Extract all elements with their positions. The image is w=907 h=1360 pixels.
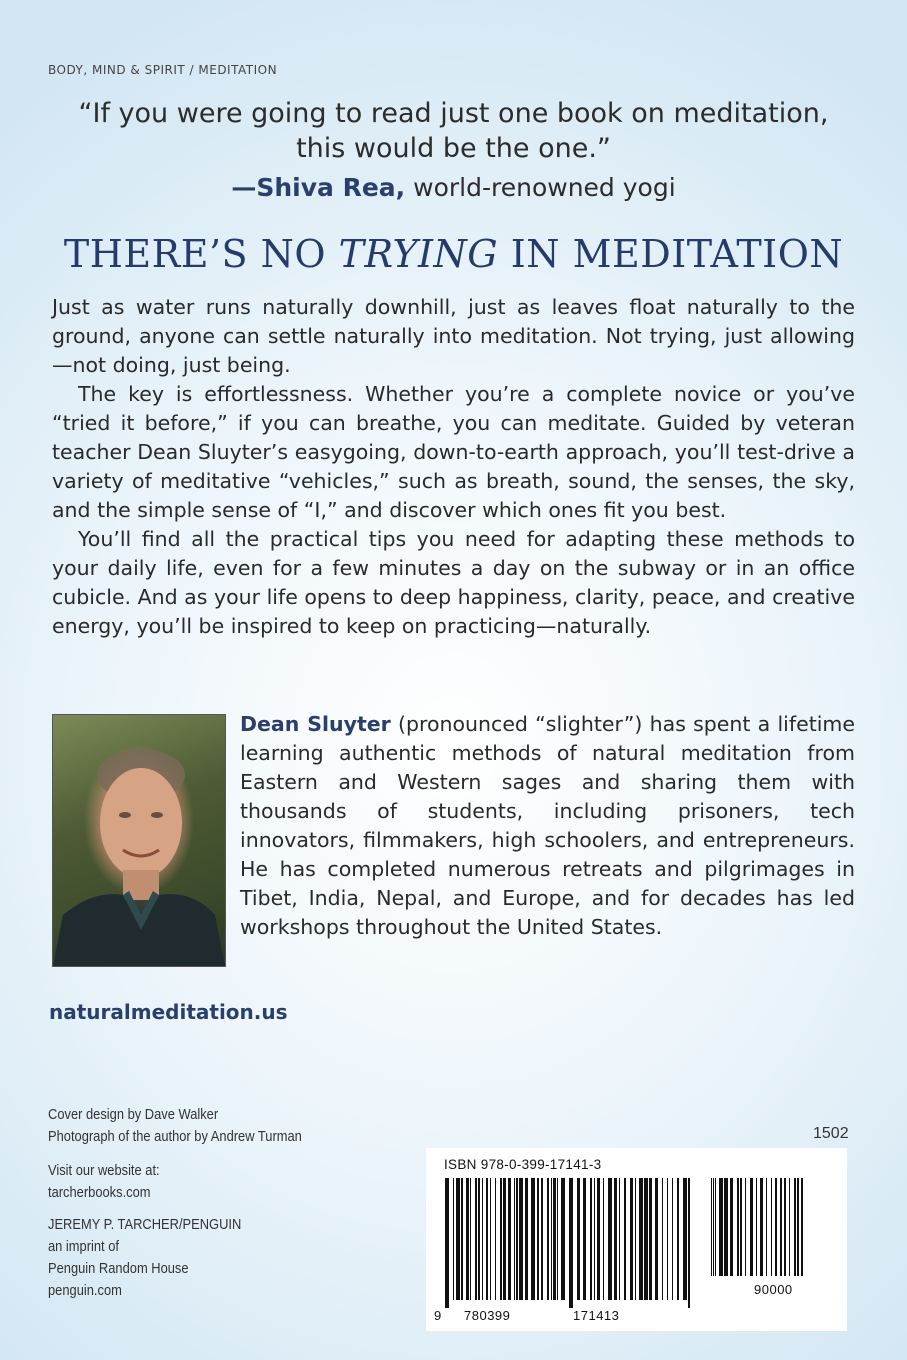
- barcode-bar: [525, 1178, 528, 1300]
- barcode-bar: [688, 1178, 690, 1308]
- barcode-bar: [614, 1178, 617, 1300]
- publisher-credits: [48, 1214, 241, 1302]
- barcode-bar: [561, 1178, 565, 1300]
- barcode-bar: [500, 1178, 502, 1300]
- barcode-bar: [608, 1178, 612, 1300]
- barcode-bar: [466, 1178, 469, 1300]
- barcode-bar: [547, 1178, 549, 1300]
- publisher-website[interactable]: tarcherbooks.com: [48, 1184, 151, 1201]
- blurb-attribution: [60, 172, 847, 204]
- barcode-digits-right: 171413: [573, 1308, 620, 1323]
- barcode-digits-left: 780399: [464, 1308, 511, 1323]
- barcode-bar: [766, 1178, 767, 1276]
- barcode-bar: [503, 1178, 506, 1300]
- barcode-bar: [724, 1178, 728, 1276]
- barcode-bar: [771, 1178, 772, 1276]
- barcode-bar: [644, 1178, 648, 1300]
- headline-after: IN MEDITATION: [498, 232, 844, 276]
- barcode-bar: [569, 1178, 573, 1308]
- barcode-bar: [683, 1178, 687, 1300]
- imprint-label: an imprint of: [48, 1238, 119, 1255]
- parent-publisher: Penguin Random House: [48, 1260, 189, 1277]
- barcode-bar: [639, 1178, 643, 1300]
- barcode-bar: [719, 1178, 723, 1276]
- barcode-bar: [677, 1178, 679, 1300]
- barcode-bar: [482, 1178, 483, 1300]
- author-bio-text: (pronounced “slighter”) has spent a lifetime learning authentic methods of natural meditation from Eastern and Western sages and sharing them with thousands of students, including prisoners, tech innovators, filmmakers, high schoolers, and entrepreneurs. He has completed numerous retreats and pilgrimages in Tibet, India, Nepal, and Europe, and for decades has led workshops throughout the United States.: [240, 712, 856, 939]
- barcode-bar: [445, 1178, 449, 1308]
- barcode-bar: [537, 1178, 539, 1300]
- website-credits: [48, 1160, 160, 1204]
- barcode-bar: [662, 1178, 663, 1300]
- barcode-bar: [495, 1178, 496, 1300]
- barcode-bar: [672, 1178, 673, 1300]
- blurb-quote: “If you were going to read just one book on meditation, this would be the one.”: [78, 98, 829, 164]
- barcode-bar: [797, 1178, 799, 1276]
- barcode-bar: [775, 1178, 777, 1276]
- barcode-bar: [667, 1178, 668, 1300]
- cover-design-credit: Cover design by Dave Walker: [48, 1106, 219, 1123]
- barcode-addon-digits: 90000: [754, 1282, 793, 1297]
- price-addon-barcode: [711, 1178, 806, 1278]
- barcode-bar: [784, 1178, 786, 1276]
- barcode-bar: [508, 1178, 511, 1300]
- barcode-bar: [619, 1178, 620, 1300]
- barcode-bar: [461, 1178, 463, 1300]
- attribution-title: world-renowned yogi: [405, 173, 676, 202]
- barcode-bar: [730, 1178, 733, 1276]
- headline-before: THERE’S NO: [63, 232, 339, 276]
- barcode-bar: [470, 1178, 471, 1300]
- barcode-bar: [630, 1178, 633, 1300]
- isbn-barcode: [445, 1178, 695, 1308]
- photo-credit: Photograph of the author by Andrew Turman: [48, 1128, 302, 1145]
- barcode-bar: [789, 1178, 790, 1276]
- author-photo: [52, 714, 226, 967]
- barcode-bar: [456, 1178, 460, 1300]
- publisher-name: JEREMY P. TARCHER/PENGUIN: [48, 1216, 242, 1233]
- attribution-name: —Shiva Rea,: [231, 173, 406, 202]
- barcode-bar: [557, 1178, 558, 1300]
- barcode-bar: [551, 1178, 552, 1300]
- barcode-bar: [514, 1178, 515, 1300]
- barcode-bar: [475, 1178, 477, 1300]
- barcode-bar: [553, 1178, 556, 1300]
- author-bio: [240, 710, 855, 942]
- barcode-bar: [478, 1178, 480, 1300]
- barcode-bar: [713, 1178, 714, 1276]
- author-portrait-illustration: [53, 715, 225, 966]
- barcode-bar: [740, 1178, 742, 1276]
- description: [52, 293, 855, 641]
- barcode-bar: [541, 1178, 543, 1300]
- barcode-bar: [635, 1178, 636, 1300]
- description-paragraph: You’ll find all the practical tips you need for adapting these methods to your daily life, even for a few minutes a day on the subway or in an office cubicle. And as your life opens to deep happiness, clarity, peace, and creative energy, you’ll be inspired to keep on practicing—naturally.: [52, 527, 855, 638]
- barcode-bar: [750, 1178, 753, 1276]
- barcode-bar: [760, 1178, 763, 1276]
- description-paragraph: The key is effortlessness. Whether you’re a complete novice or you’ve “tried it before,” if you can breathe, you can meditate. Guided by veteran teacher Dean Sluyter’s easygoing, down-to-earth approach, you’ll test-drive a variety of meditative “vehicles,” such as breath, sound, the senses, the sky, and the simple sense of “I,” and discover which ones fit you best.: [52, 382, 855, 522]
- barcode-bar: [486, 1178, 488, 1300]
- barcode-bar: [490, 1178, 491, 1300]
- barcode-bar: [597, 1178, 600, 1300]
- author-website[interactable]: naturalmeditation.us: [49, 1000, 288, 1024]
- barcode-bar: [590, 1178, 592, 1300]
- barcode-bar: [794, 1178, 796, 1276]
- barcode-bar: [624, 1178, 626, 1300]
- headline-emphasis: TRYING: [338, 232, 499, 276]
- barcode-bar: [516, 1178, 518, 1300]
- barcode-bar: [649, 1178, 652, 1300]
- barcode-bar: [737, 1178, 739, 1276]
- barcode-bar: [745, 1178, 746, 1276]
- barcode-bar: [583, 1178, 586, 1300]
- barcode-digit-first: 9: [434, 1308, 442, 1323]
- isbn-label: ISBN 978-0-399-17141-3: [444, 1157, 602, 1172]
- headline: [30, 228, 877, 280]
- category-label: BODY, MIND & SPIRIT / MEDITATION: [48, 63, 278, 77]
- barcode-bar: [453, 1178, 454, 1300]
- barcode-bar: [711, 1178, 712, 1276]
- parent-website[interactable]: penguin.com: [48, 1282, 122, 1299]
- description-paragraph: Just as water runs naturally downhill, just as leaves float naturally to the ground, anyone can settle naturally into meditation. Not trying, just allowing—not doing, just being.: [52, 295, 855, 377]
- barcode-bar: [531, 1178, 535, 1300]
- barcode-bar: [519, 1178, 523, 1300]
- author-name: Dean Sluyter: [240, 712, 391, 736]
- barcode-bar: [801, 1178, 803, 1276]
- barcode-bar: [715, 1178, 716, 1276]
- visit-label: Visit our website at:: [48, 1162, 160, 1179]
- barcode-bar: [577, 1178, 580, 1300]
- barcode-bar: [780, 1178, 782, 1276]
- barcode-bar: [655, 1178, 658, 1300]
- barcode-bar: [594, 1178, 595, 1300]
- design-credits: [48, 1104, 302, 1148]
- barcode-bar: [603, 1178, 604, 1300]
- barcode-bar: [756, 1178, 757, 1276]
- price-code: 1502: [813, 1125, 849, 1142]
